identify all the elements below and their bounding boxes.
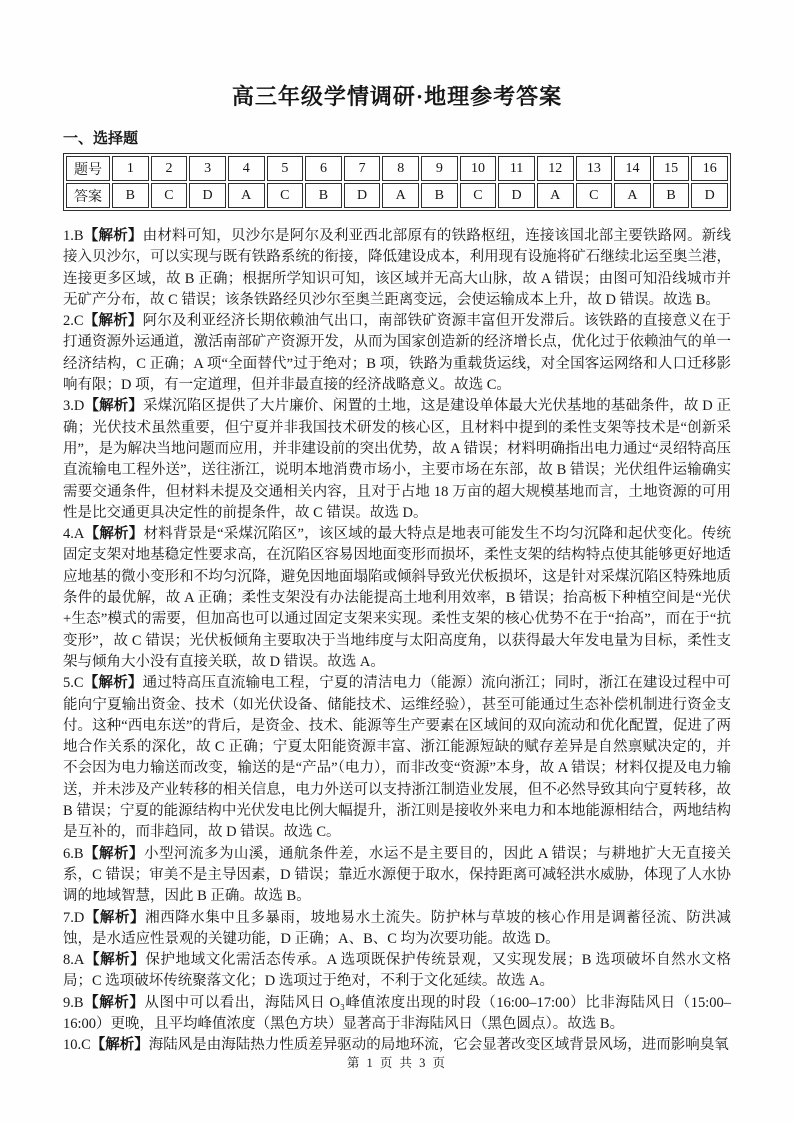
question-number-cell: 14: [614, 156, 651, 181]
explanation-item-2: [63, 311, 731, 396]
question-number-cell: 16: [691, 156, 728, 181]
answer-row: [66, 183, 728, 208]
explanation-item-1: [63, 226, 731, 311]
explanation-text: 材料背景是“采煤沉陷区”，该区域的最大特点是地表可能发生不均匀沉降和起伏变化。传统固定支架对地基稳定性要求高，在沉陷区容易因地面变形而损坏，柔性支架的结构特点使其能够更好地适应地基的微小变形和不均匀沉降，避免因地面塌陷或倾斜导致光伏板损坏，这是针对采煤沉陷区特殊地质条件的最优解，故 A 正确；柔性支架没有办法能提高土地利用效率，B 错误；抬高板下种植空间是“光伏+生态”模式的需要，但加高也可以通过固定支架来实现。柔性支架的核心优势不在于“抬高”，而在于“抗变形”，故 C 错误；光伏板倾角主要取决于当地纬度与太阳高度角，以获得最大年发电量为目标，柔性支架与倾角大小没有直接关联，故 D 错误。故选 A。: [63, 526, 731, 670]
answer-cell: D: [344, 183, 381, 208]
analysis-label: 【解析】: [84, 398, 143, 415]
question-number-cell: 15: [653, 156, 690, 181]
explanation-item-4: [63, 524, 731, 673]
question-number-cell: 7: [344, 156, 381, 181]
question-number-cell: 9: [421, 156, 458, 181]
analysis-label: 【解析】: [84, 526, 144, 543]
question-number-cell: 12: [537, 156, 574, 181]
explanation-text: 湘西降水集中且多暴雨，坡地易水土流失。防护林与草坡的核心作用是调蓄径流、防洪减蚀，是水适应性景观的关键功能，D 正确；A、B、C 均为次要功能。故选 D。: [63, 909, 732, 947]
explanation-prefix: 6.B: [63, 845, 84, 862]
analysis-label: 【解析】: [84, 909, 146, 926]
explanation-prefix: 7.D: [63, 909, 85, 926]
answer-table: [63, 153, 731, 211]
analysis-label: 【解析】: [83, 313, 143, 330]
explanation-prefix: 8.A: [63, 952, 85, 969]
analysis-label: 【解析】: [83, 228, 143, 244]
explanation-prefix: 9.B: [63, 994, 84, 1011]
explanation-prefix: 10.C: [63, 1037, 91, 1054]
answer-cell: B: [653, 183, 690, 208]
explanation-text: 通过特高压直流输电工程，宁夏的清洁电力（能源）流向浙江；同时，浙江在建设过程中可能向宁夏输出资金、技术（如光伏设备、储能技术、运维经验），甚至可能通过生态补偿机制进行资金支付。这种“西电东送”的背后，是资金、技术、能源等生产要素在区域间的双向流动和优化配置，促进了两地合作关系的深化，故 C 正确；宁夏太阳能资源丰富、浙江能源短缺的赋存差异是自然禀赋决定的，并不会因为电力输送而改变，输送的是“产品”（电力），而非改变“资源”本身，故 A 错误；材料仅提及电力输送，并未涉及产业转移的相关信息，电力外送可以支持浙江制造业发展，但不必然导致其向宁夏转移，故 B 错误；宁夏的能源结构中光伏发电比例大幅提升，浙江则是接收外来电力和本地能源相结合，两地结构是互补的，而非趋同，故 D 错误。故选 C。: [63, 675, 732, 841]
row-header-question-number: 题号: [66, 156, 110, 181]
page-footer: 第 1 页 共 3 页: [346, 1056, 448, 1070]
explanation-item-7: [63, 908, 731, 951]
analysis-label: 【解析】: [84, 952, 146, 969]
explanation-prefix: 3.D: [63, 398, 85, 415]
question-number-cell: 5: [267, 156, 304, 181]
question-number-cell: 13: [576, 156, 613, 181]
explanation-item-6: [63, 844, 731, 908]
explanation-text: 小型河流多为山溪，通航条件差，水运不是主要目的，因此 A 错误；与耕地扩大无直接关系，C 错误；审美不是主导因素，D 错误；靠近水源便于取水，保持距离可减轻洪水威胁，体现了人水协调的地域智慧，因此 B 正确。故选 B。: [63, 845, 732, 905]
question-number-row: [66, 156, 728, 181]
question-number-cell: 8: [382, 156, 419, 181]
question-number-cell: 3: [189, 156, 226, 181]
explanation-text: 海陆风是由海陆热力性质差异驱动的局地环流，它会显著改变区域背景风场，进而影响臭氧: [148, 1037, 729, 1054]
analysis-label: 【解析】: [83, 994, 145, 1011]
explanation-item-5: [63, 673, 731, 843]
answer-cell: B: [112, 183, 149, 208]
analysis-label: 【解析】: [83, 675, 143, 692]
explanation-prefix: 5.C: [63, 675, 84, 692]
analysis-label: 【解析】: [83, 845, 144, 862]
answer-cell: C: [460, 183, 497, 208]
analysis-label: 【解析】: [90, 1037, 149, 1054]
explanation-item-8: [63, 950, 731, 993]
answer-cell: A: [537, 183, 574, 208]
answer-cell: D: [498, 183, 535, 208]
question-number-cell: 4: [228, 156, 265, 181]
row-header-answer: 答案: [66, 183, 110, 208]
explanations-section: [63, 226, 731, 1057]
answer-cell: D: [189, 183, 226, 208]
answer-cell: B: [305, 183, 342, 208]
question-number-cell: 1: [112, 156, 149, 181]
question-number-cell: 11: [498, 156, 535, 181]
answer-cell: B: [421, 183, 458, 208]
explanation-item-3: [63, 396, 731, 524]
answer-cell: C: [151, 183, 188, 208]
answer-cell: C: [576, 183, 613, 208]
explanation-prefix: 2.C: [63, 313, 84, 330]
answer-cell: A: [614, 183, 651, 208]
answer-cell: D: [691, 183, 728, 208]
answer-cell: A: [228, 183, 265, 208]
explanation-prefix: 1.B: [63, 228, 84, 244]
question-number-cell: 2: [151, 156, 188, 181]
explanation-text: 保护地域文化需活态传承。A 选项既保护传统景观，又实现发展；B 选项破坏自然水文格局；C 选项破坏传统聚落文化；D 选项过于绝对，不利于文化延续。故选 A。: [63, 952, 732, 990]
explanation-text: 采煤沉陷区提供了大片廉价、闲置的土地，这是建设单体最大光伏基地的基础条件，故 D 正确；光伏技术虽然重要，但宁夏并非我国技术研发的核心区，且材料中提到的柔性支架等技术是“创新采用”，是为解决当地问题而应用，并非建设前的突出优势，故 A 错误；材料明确指出电力通过“灵绍特高压直流输电工程外送”，送往浙江，说明本地消费市场小，主要市场在东部，故 B 错误；光伏组件运输确实需要交通条件，但材料未提及交通相关内容，且对于占地 18 万亩的超大规模基地而言，土地资源的可用性是比交通更具决定性的前提条件，故 C 错误。故选 D。: [63, 398, 732, 521]
explanation-item-9: [63, 993, 731, 1036]
question-number-cell: 10: [460, 156, 497, 181]
explanation-text: 从图中可以看出，海陆风日 O₃峰值浓度出现的时段（16:00–17:00）比非海陆风日（15:00–16:00）更晚，且平均峰值浓度（黑色方块）显著高于非海陆风日（黑色圆点）。故选 B。: [63, 994, 731, 1032]
page-title: 高三年级学情调研·地理参考答案: [231, 84, 563, 109]
question-number-cell: 6: [305, 156, 342, 181]
explanation-prefix: 4.A: [63, 526, 85, 543]
section-heading-multiple-choice: 一、选择题: [63, 131, 139, 147]
answer-cell: A: [382, 183, 419, 208]
explanation-text: 阿尔及利亚经济长期依赖油气出口，南部铁矿资源丰富但开发滞后。该铁路的直接意义在于打通资源外运通道，激活南部矿产资源开发，从而为国家创造新的经济增长点，优化过于依赖油气的单一经济结构，C 正确；A 项“全面替代”过于绝对；B 项，铁路为重载货运线，对全国客运网络和人口迁移影响有限；D 项，有一定道理，但并非最直接的经济战略意义。故选 C。: [63, 313, 732, 394]
answer-cell: C: [267, 183, 304, 208]
explanation-text: 由材料可知，贝沙尔是阿尔及利亚西北部原有的铁路枢纽，连接该国北部主要铁路网。新线接入贝沙尔，可以实现与既有铁路系统的衔接，降低建设成本，利用现有设施将矿石继续北运至奥兰港，连接更多区域，故 B 正确；根据所学知识可知，该区域并无高大山脉，故 A 错误；由图可知沿线城市并无矿产分布，故 C 错误；该条铁路经贝沙尔至奥兰距离变远，会使运输成本上升，故 D 错误。故选 B。: [63, 228, 732, 308]
